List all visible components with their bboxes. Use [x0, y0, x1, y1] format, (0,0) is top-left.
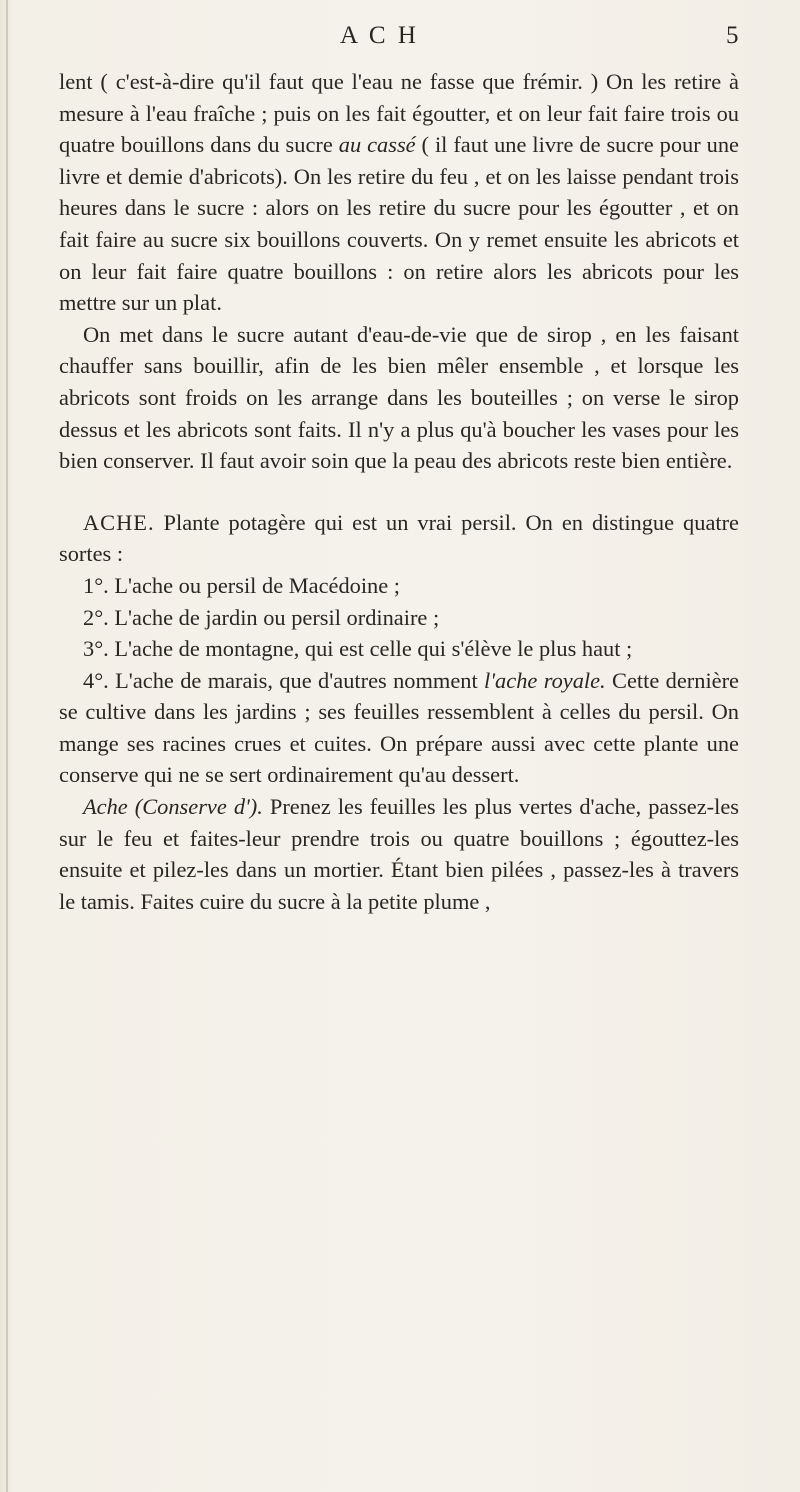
body-text	[59, 66, 739, 917]
paragraph-text: ( il faut une livre de sucre pour une livre et demie d'abricots). On les retire du feu , et on les laisse pendant trois heures dans le sucre : alors on les retire du sucre pour les égoutter , et on fait faire au sucre six bouillons couverts. On y remet ensuite les abricots et on leur fait faire quatre bouillons : on retire alors les abricots pour les mettre sur un plat.	[59, 132, 739, 316]
paragraph-apricot-continued	[59, 66, 739, 319]
list-item: 2°. L'ache de jardin ou persil ordinaire ;	[83, 604, 440, 630]
italic-term: au cassé	[338, 132, 416, 158]
list-item-text: Cette dernière se cultive dans les jardins ; ses feuilles ressemblent à celles du persil. On mange ses racines crues et cuites. On prépare aussi avec cette plante une conserve qui ne se sert ordinairement qu'au dessert.	[59, 667, 739, 788]
running-head	[0, 22, 800, 56]
entry-definition: Plante potagère qui est un vrai persil. On en distingue quatre sortes :	[59, 509, 739, 567]
entry-definition: Prenez les feuilles les plus vertes d'ache, passez-les sur le feu et faites-leur prendre trois ou quatre bouillons ; égouttez-les ensuite et pilez-les dans un mortier. Étant bien pilées , passez-les à travers le tamis. Faites cuire du sucre à la petite plume ,	[59, 794, 739, 914]
running-head-title: A C H	[340, 22, 419, 49]
list-item	[59, 665, 739, 791]
binding-edge	[6, 0, 8, 1492]
paragraph-text: lent ( c'est-à-dire qu'il faut que l'eau ne fasse que frémir. ) On les retire à mesure à l'eau fraîche ; puis on les fait égoutter, et on leur fait faire trois ou quatre bouillons dans du sucre	[59, 69, 739, 158]
entry-ache-conserve	[59, 791, 739, 917]
page-number: 5	[726, 22, 742, 49]
list-item-text: 4°. L'ache de marais, que d'autres nomment	[83, 667, 485, 693]
paragraph-gap	[59, 477, 739, 507]
entry-headword: Ache (Conserve d').	[83, 794, 263, 820]
list-item: 3°. L'ache de montagne, qui est celle qui s'élève le plus haut ;	[83, 636, 633, 662]
entry-headword: ACHE.	[83, 509, 155, 535]
paragraph-eau-de-vie: On met dans le sucre autant d'eau-de-vie que de sirop , en les faisant chauffer sans bouillir, afin de les bien mêler ensemble , et lorsque les abricots sont froids on les arrange dans les bouteilles ; on verse le sirop dessus et les abricots sont faits. Il n'y a plus qu'à boucher les vases pour les bien conserver. Il faut avoir soin que la peau des abricots reste bien entière.	[59, 321, 739, 474]
italic-term: l'ache royale.	[484, 667, 606, 693]
list-item: 1°. L'ache ou persil de Macédoine ;	[83, 572, 401, 598]
entry-ache	[59, 507, 739, 570]
